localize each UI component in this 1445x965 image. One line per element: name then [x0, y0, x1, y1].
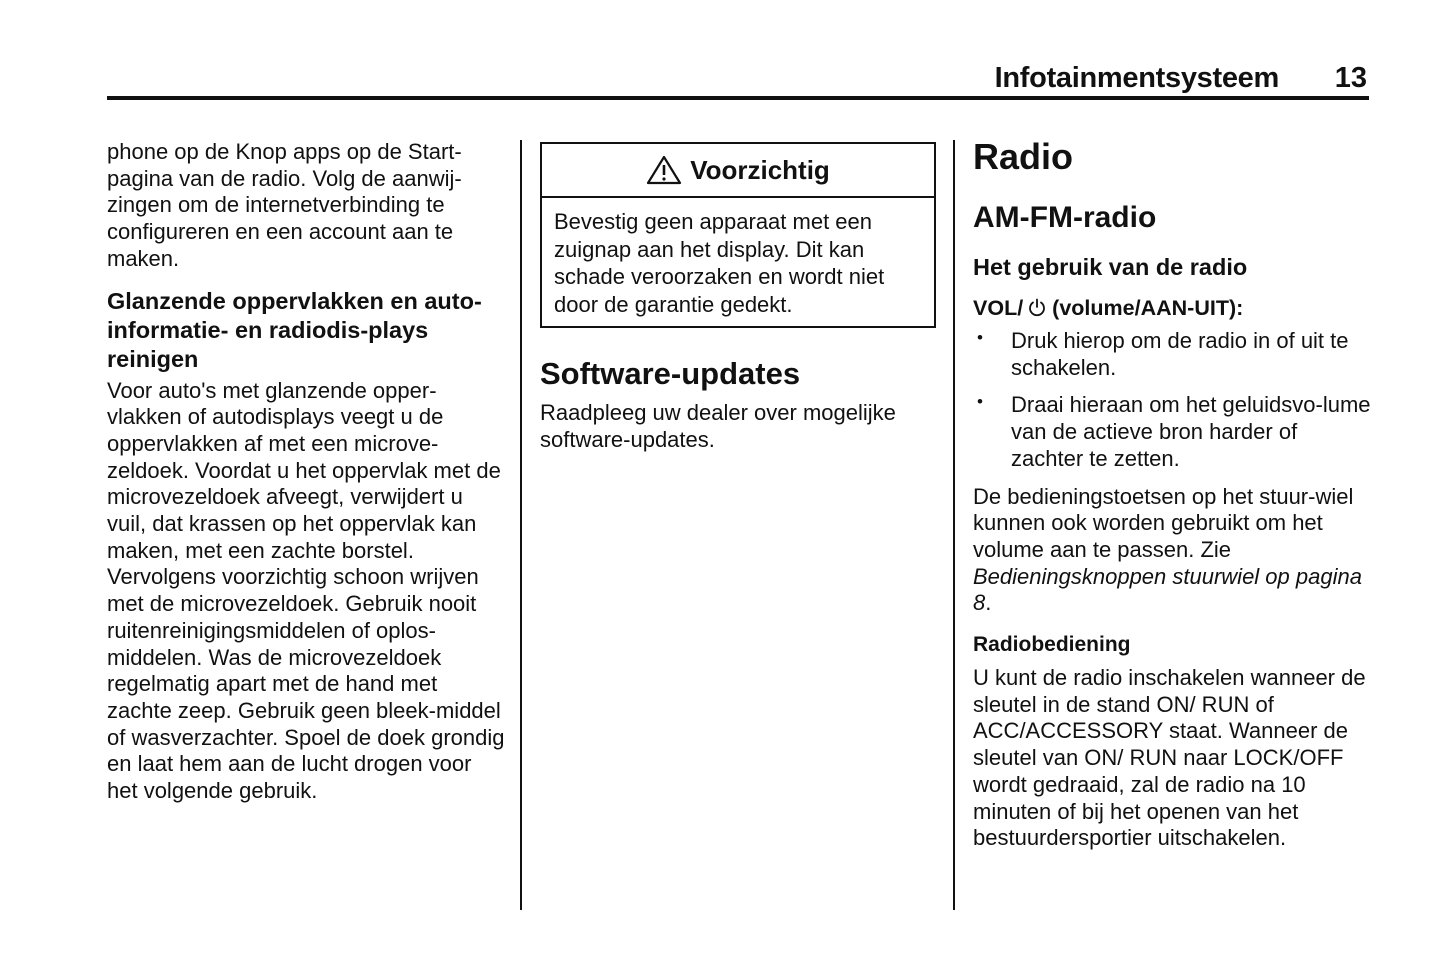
- software-updates-heading: Software-updates: [540, 356, 801, 391]
- warning-triangle-icon: [646, 155, 682, 185]
- software-updates-paragraph: Raadpleeg uw dealer over mogelijke software-updates.: [540, 400, 896, 452]
- radiobediening-paragraph: U kunt de radio inschakelen wanneer de sleutel in de stand ON/ RUN of ACC/ACCESSORY staat. Wanneer de sleutel van ON/ RUN naar LOCK/OFF wordt gedraaid, zal de radio na 10 minuten of bij het openen van het bestuurdersportier uitschakelen.: [973, 665, 1366, 851]
- column-right: [973, 136, 1373, 852]
- list-item: • Druk hierop om de radio in of uit te schakelen.: [977, 328, 1349, 380]
- caution-box: [540, 142, 936, 328]
- caution-title: Voorzichtig: [690, 154, 830, 185]
- power-icon: [1027, 298, 1047, 318]
- page-number: 13: [1334, 62, 1367, 94]
- vol-suffix: (volume/AAN-UIT):: [1052, 296, 1244, 320]
- list-item: • Draai hieraan om het geluidsvo-lume van de actieve bron harder of zachter te zetten.: [977, 392, 1371, 471]
- radio-usage-heading: Het gebruik van de radio: [973, 254, 1248, 280]
- vol-power-heading: [973, 294, 1373, 322]
- column-middle: [540, 142, 938, 453]
- caution-text: Bevestig geen apparaat met een zuignap aan het display. Dit kan schade veroorzaken en wordt niet door de garantie gedekt.: [554, 209, 885, 317]
- cleaning-paragraph: Voor auto's met glanzende opper-vlakken of autodisplays veegt u de oppervlakken af met een microve-zeldoek. Voordat u het oppervlak met de microvezeldoek afveegt, verwijdert u vuil, dat krassen op het oppervlak kan maken, met een zachte borstel. Vervolgens voorzichtig schoon wrijven met de microvezeldoek. Gebruik nooit ruitenreinigingsmiddelen of oplos-middelen. Was de microvezeldoek regelmatig apart met de hand met zachte zeep. Gebruik geen bleek-middel of wasverzachter. Spoel de doek grondig en laat hem aan de lucht drogen voor het volgende gebruik.: [107, 377, 505, 804]
- radio-heading: Radio: [973, 136, 1074, 177]
- page-header: [107, 58, 1369, 100]
- steering-paragraph: De bedieningstoetsen op het stuur-wiel kunnen ook worden gebruikt om het volume aan te passen. Zie Bedieningsknoppen stuurwiel op pagina 8.: [973, 483, 1362, 616]
- vol-bullet-list: [973, 328, 1373, 473]
- column-left: [107, 139, 507, 805]
- vol-prefix: VOL/: [973, 296, 1024, 320]
- column-divider-right: [953, 140, 955, 910]
- caution-header: [542, 144, 934, 198]
- header-title: Infotainmentsysteem: [994, 62, 1279, 94]
- radiobediening-heading: Radiobediening: [973, 633, 1131, 657]
- cleaning-heading: Glanzende oppervlakken en auto-informatie- en radiodis-plays reinigen: [107, 287, 482, 372]
- steering-reference: Bedieningsknoppen stuurwiel op pagina 8: [973, 563, 1362, 616]
- column-divider-left: [520, 140, 522, 910]
- am-fm-radio-heading: AM-FM-radio: [973, 201, 1157, 234]
- intro-paragraph: phone op de Knop apps op de Start-pagina van de radio. Volg de aanwij-zingen om de internetverbinding te configureren en een account aan te maken.: [107, 139, 462, 271]
